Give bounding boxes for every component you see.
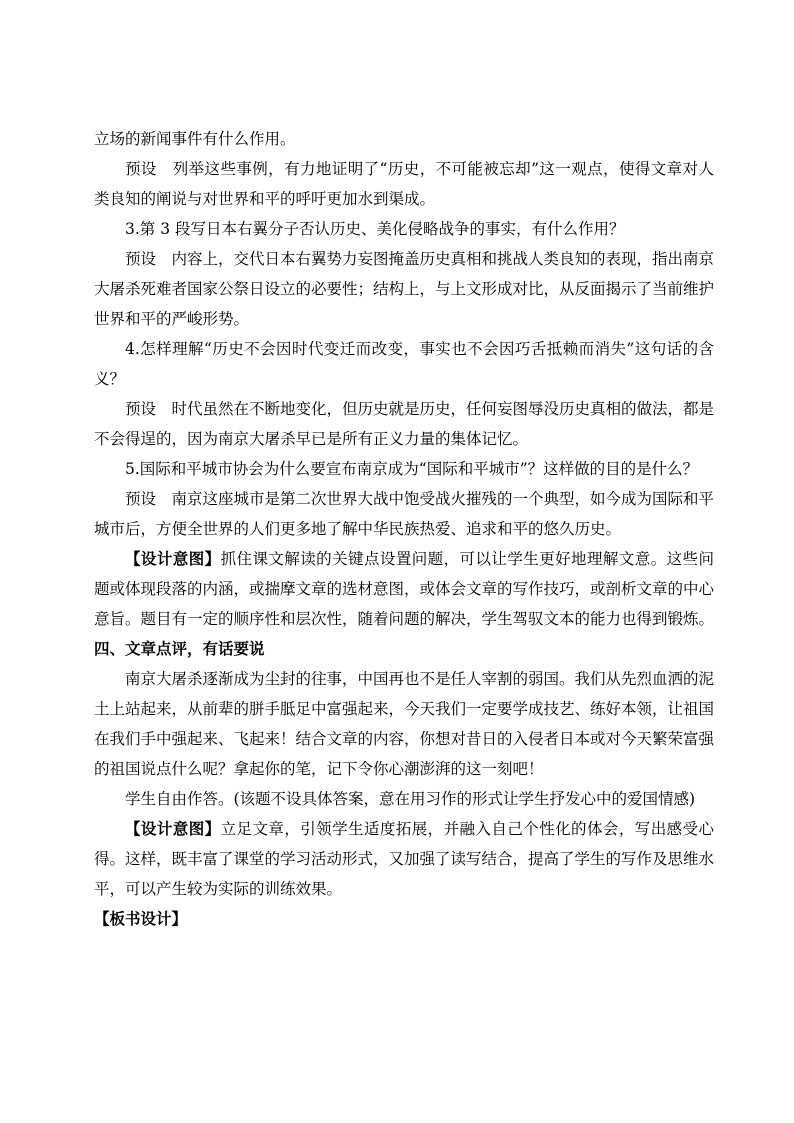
design-intent-paragraph-1: [94, 544, 714, 634]
design-intent-label: 【设计意图】: [125, 549, 221, 568]
design-intent-paragraph-2: [94, 814, 714, 904]
preset-answer-5: 预设 南京这座城市是第二次世界大战中饱受战火摧残的一个典型，如今成为国际和平城市后，方便全世界的人们更多地了解中华民族热爱、追求和平的悠久历史。: [94, 490, 715, 538]
preset-answer-3: 预设 内容上，交代日本右翼势力妄图掩盖历史真相和挑战人类良知的表现，指出南京大屠杀死难者国家公祭日设立的必要性；结构上，与上文形成对比，从反面揭示了当前维护世界和平的严峻形势。: [94, 250, 715, 328]
preset-answer-2: 预设 列举这些事例，有力地证明了“历史，不可能被忘却”这一观点，使得文章对人类良知的阐说与对世界和平的呼吁更加水到渠成。: [94, 160, 714, 208]
section-4-student-answer: 学生自由作答。(该题不设具体答案，意在用习作的形式让学生抒发心中的爱国情感): [125, 790, 696, 808]
section-4-prompt: 南京大屠杀逐渐成为尘封的往事，中国再也不是任人宰割的弱国。我们从先烈血洒的泥土上站起来，从前辈的胼手胝足中富强起来，今天我们一定要学成技艺、练好本领，让祖国在我们手中强起来、飞起来！结合文章的内容，你想对昔日的入侵者日本或对今天繁荣富强的祖国说点什么呢？拿起你的笔，记下令你心潮澎湃的这一刻吧！: [94, 670, 715, 778]
design-intent-text: 立足文章，引领学生适度拓展，并融入自己个性化的体会，写出感受心得。这样，既丰富了课堂的学习活动形式，又加强了读写结合，提高了学生的写作及思维水平，可以产生较为实际的训练效果。: [94, 820, 715, 898]
design-intent-text: 抓住课文解读的关键点设置问题，可以让学生更好地理解文意。这些问题或体现段落的内涵，或揣摩文章的选材意图，或体会文章的写作技巧，或剖析文章的中心意旨。题目有一定的顺序性和层次性，随着问题的解决，学生驾驭文本的能力也得到锻炼。: [94, 550, 715, 628]
paragraph-continuation: 立场的新闻事件有什么作用。: [94, 130, 296, 148]
board-design-heading: 【板书设计】: [94, 909, 188, 928]
question-5: 5.国际和平城市协会为什么要宣布南京成为“国际和平城市”？这样做的目的是什么？: [125, 460, 699, 478]
section-4-heading: 四、文章点评，有话要说: [94, 640, 265, 658]
document-page: [94, 124, 714, 934]
question-3: 3.第 3 段写日本右翼分子否认历史、美化侵略战争的事实，有什么作用？: [125, 220, 625, 238]
design-intent-label: 【设计意图】: [125, 819, 221, 838]
preset-answer-4: 预设 时代虽然在不断地变化，但历史就是历史，任何妄图辱没历史真相的做法，都是不会得逞的，因为南京大屠杀早已是所有正义力量的集体记忆。: [94, 400, 715, 448]
question-4: 4.怎样理解“历史不会因时代变迁而改变，事实也不会因巧舌抵赖而消失”这句话的含义？: [94, 340, 714, 388]
